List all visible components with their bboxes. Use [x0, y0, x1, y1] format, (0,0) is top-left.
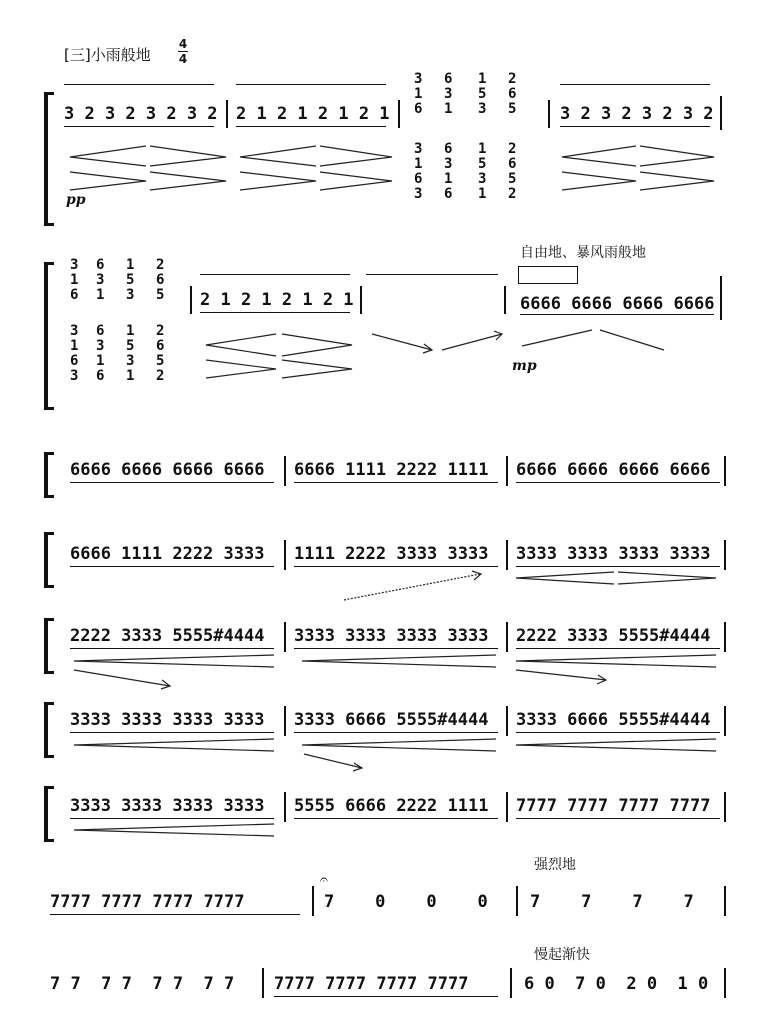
beam-line — [274, 996, 498, 997]
chord-stack: 2 6 5 2 — [508, 141, 517, 202]
measure-notes: 2222 3333 5555#4444 — [516, 626, 711, 646]
bar-line — [284, 540, 286, 570]
chord-stack: 3 1 6 3 — [70, 323, 79, 384]
annotation-strong: 强烈地 — [534, 857, 576, 873]
measure-notes: 6666 1111 2222 1111 — [294, 460, 489, 480]
measure-notes: 7777 7777 7777 7777 — [50, 892, 245, 912]
bar-line — [724, 540, 726, 570]
bar-line — [506, 622, 508, 652]
measure-notes: 2222 3333 5555#4444 — [70, 626, 265, 646]
bar-line — [724, 622, 726, 652]
chord-stack: 3 1 6 — [414, 71, 423, 117]
measure-notes: 3333 3333 3333 3333 — [70, 796, 265, 816]
bowing-box — [518, 266, 578, 284]
beam-line — [516, 566, 720, 567]
bar-line — [506, 456, 508, 486]
tie-bracket — [366, 274, 498, 275]
measure-notes: 7777 7777 7777 7777 — [274, 974, 469, 994]
measure-notes: 6666 6666 6666 6666 — [516, 460, 711, 480]
chord-stack: 2 6 5 2 — [156, 323, 165, 384]
measure-notes: 3333 3333 3333 3333 — [70, 710, 265, 730]
beam-line — [516, 482, 720, 483]
measure-notes: 7 7 7 7 — [530, 892, 694, 912]
beam-line — [516, 818, 720, 819]
bar-line — [506, 706, 508, 736]
beam-line — [516, 732, 720, 733]
fermata-icon: 𝄐 — [320, 872, 328, 888]
beam-line — [200, 312, 350, 313]
bar-line — [506, 540, 508, 570]
bar-line — [724, 968, 726, 998]
chord-stack: 1 5 3 1 — [126, 323, 135, 384]
measure-notes: 2 1 2 1 2 1 2 1 — [200, 290, 354, 310]
beam-line — [70, 566, 274, 567]
chord-stack: 3 1 6 3 — [414, 141, 423, 202]
beam-line — [294, 648, 498, 649]
bar-line — [720, 276, 722, 320]
measure-notes: 5555 6666 2222 1111 — [294, 796, 489, 816]
section-title: [三]小雨般地 — [64, 46, 151, 64]
beam-line — [70, 818, 274, 819]
beam-line — [294, 482, 498, 483]
chord-stack: 6 3 1 — [96, 257, 105, 303]
measure-notes: 6666 6666 6666 6666 — [70, 460, 265, 480]
bar-line — [284, 792, 286, 822]
system-brace — [44, 702, 48, 758]
bar-line — [504, 286, 506, 314]
measure-notes: 6 0 7 0 2 0 1 0 — [524, 974, 709, 994]
bar-line — [360, 286, 362, 314]
tie-bracket — [200, 274, 350, 275]
beam-line — [520, 314, 714, 315]
system-brace — [44, 532, 48, 588]
bar-line — [510, 968, 512, 998]
measure-notes: 7 0 0 0 — [324, 892, 488, 912]
beam-line — [70, 732, 274, 733]
beam-line — [70, 648, 274, 649]
bar-line — [724, 886, 726, 916]
system-brace — [44, 786, 48, 842]
annotation-slow-accel: 慢起渐快 — [534, 947, 590, 963]
measure-notes: 7 7 7 7 7 7 7 7 — [50, 974, 235, 994]
beam-line — [294, 566, 498, 567]
dynamic-pp: pp — [66, 192, 86, 208]
bar-line — [724, 792, 726, 822]
measure-notes: 3 2 3 2 3 2 3 2 — [560, 104, 714, 124]
bar-line — [190, 286, 192, 314]
chord-stack: 6 3 1 — [444, 71, 453, 117]
chord-stack: 6 3 1 6 — [444, 141, 453, 202]
bar-line — [312, 886, 314, 916]
time-signature-top: 4 — [178, 37, 188, 51]
chord-stack: 3 1 6 — [70, 257, 79, 303]
bar-line — [284, 622, 286, 652]
measure-notes: 3333 3333 3333 3333 — [516, 544, 711, 564]
annotation-free: 自由地、暴风雨般地 — [520, 245, 646, 261]
beam-line — [294, 732, 498, 733]
bar-line — [506, 792, 508, 822]
time-signature-bottom: 4 — [178, 52, 188, 66]
measure-notes: 7777 7777 7777 7777 — [516, 796, 711, 816]
chord-stack: 1 5 3 1 — [478, 141, 487, 202]
measure-notes: 2 1 2 1 2 1 2 1 — [236, 104, 390, 124]
measure-notes: 3333 3333 3333 3333 — [294, 626, 489, 646]
chord-stack: 6 3 1 6 — [96, 323, 105, 384]
system-brace — [44, 618, 48, 674]
beam-line — [294, 818, 498, 819]
chord-stack: 2 6 5 — [508, 71, 517, 117]
bar-line — [262, 968, 264, 998]
measure-notes: 6666 6666 6666 6666 — [520, 294, 715, 314]
beam-line — [50, 914, 300, 915]
chord-stack: 1 5 3 — [478, 71, 487, 117]
measure-notes: 6666 1111 2222 3333 — [70, 544, 265, 564]
beam-line — [70, 482, 274, 483]
measure-notes: 3333 6666 5555#4444 — [294, 710, 489, 730]
dynamic-mp: mp — [512, 358, 537, 374]
measure-notes: 3333 6666 5555#4444 — [516, 710, 711, 730]
chord-stack: 1 5 3 — [126, 257, 135, 303]
system-brace — [44, 262, 48, 410]
measure-notes: 1111 2222 3333 3333 — [294, 544, 489, 564]
bar-line — [516, 886, 518, 916]
system-brace — [44, 452, 48, 498]
beam-line — [516, 648, 720, 649]
measure-notes: 3 2 3 2 3 2 3 2 — [64, 104, 218, 124]
bar-line — [284, 456, 286, 486]
chord-stack: 2 6 5 — [156, 257, 165, 303]
bar-line — [284, 706, 286, 736]
bar-line — [724, 456, 726, 486]
bar-line — [724, 706, 726, 736]
